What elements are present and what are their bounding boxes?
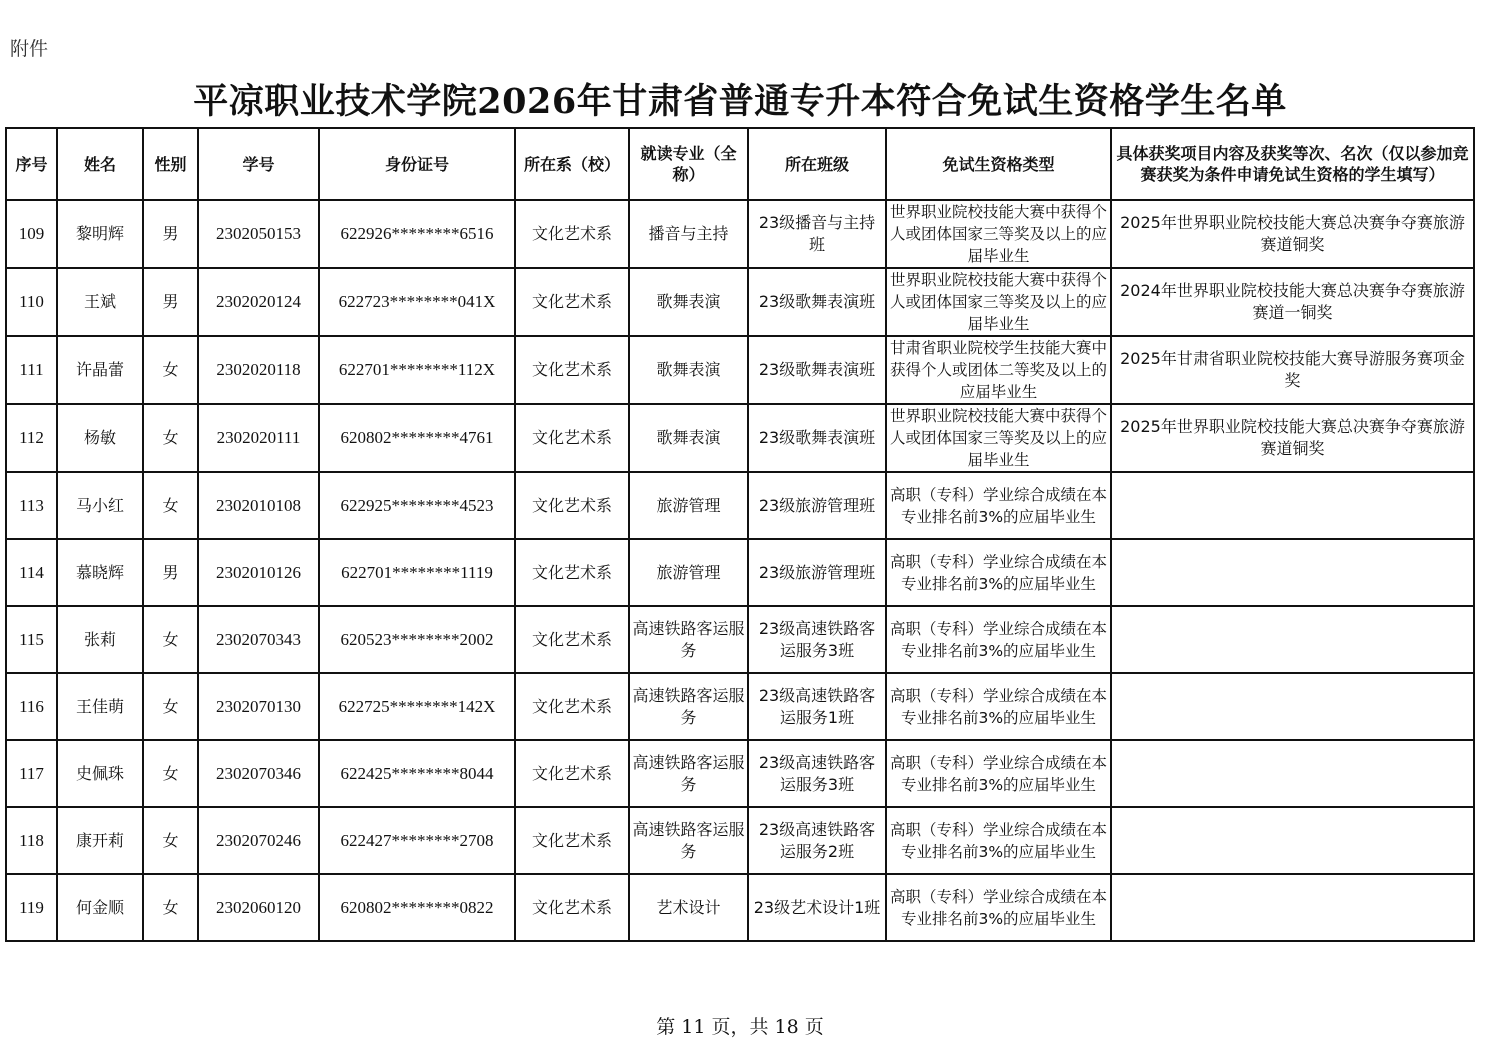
cell-col-award-details: 2024年世界职业院校技能大赛总决赛争夺赛旅游赛道一铜奖 (1111, 268, 1474, 336)
cell-col-student-id: 2302010126 (198, 539, 319, 606)
cell-col-department: 文化艺术系 (515, 606, 629, 673)
header-col-seq: 序号 (6, 128, 57, 200)
cell-col-student-id: 2302050153 (198, 200, 319, 268)
cell-col-seq: 114 (6, 539, 57, 606)
cell-col-id-number: 622701********112X (319, 336, 515, 404)
table-row (6, 807, 1474, 874)
cell-col-major: 艺术设计 (629, 874, 748, 941)
cell-col-major: 旅游管理 (629, 472, 748, 539)
cell-col-student-id: 2302070246 (198, 807, 319, 874)
cell-col-class: 23级播音与主持班 (748, 200, 886, 268)
cell-col-name: 王佳萌 (57, 673, 143, 740)
cell-col-department: 文化艺术系 (515, 807, 629, 874)
cell-col-class: 23级高速铁路客运服务2班 (748, 807, 886, 874)
cell-col-class: 23级高速铁路客运服务1班 (748, 673, 886, 740)
cell-col-qualification-type: 甘肃省职业院校学生技能大赛中获得个人或团体二等奖及以上的应届毕业生 (886, 336, 1111, 404)
cell-col-student-id: 2302020118 (198, 336, 319, 404)
cell-col-seq: 117 (6, 740, 57, 807)
cell-col-class: 23级歌舞表演班 (748, 268, 886, 336)
cell-col-department: 文化艺术系 (515, 336, 629, 404)
header-col-class: 所在班级 (748, 128, 886, 200)
cell-col-id-number: 622425********8044 (319, 740, 515, 807)
cell-col-qualification-type: 高职（专科）学业综合成绩在本专业排名前3%的应届毕业生 (886, 472, 1111, 539)
cell-col-department: 文化艺术系 (515, 268, 629, 336)
cell-col-department: 文化艺术系 (515, 673, 629, 740)
cell-col-seq: 119 (6, 874, 57, 941)
table-row (6, 874, 1474, 941)
cell-col-gender: 女 (143, 740, 198, 807)
cell-col-name: 康开莉 (57, 807, 143, 874)
header-col-student-id: 学号 (198, 128, 319, 200)
cell-col-major: 歌舞表演 (629, 268, 748, 336)
cell-col-qualification-type: 世界职业院校技能大赛中获得个人或团体国家三等奖及以上的应届毕业生 (886, 404, 1111, 472)
cell-col-id-number: 620802********0822 (319, 874, 515, 941)
cell-col-id-number: 622427********2708 (319, 807, 515, 874)
table-row (6, 200, 1474, 268)
cell-col-class: 23级歌舞表演班 (748, 404, 886, 472)
cell-col-class: 23级旅游管理班 (748, 472, 886, 539)
cell-col-major: 高速铁路客运服务 (629, 606, 748, 673)
cell-col-department: 文化艺术系 (515, 472, 629, 539)
cell-col-major: 播音与主持 (629, 200, 748, 268)
cell-col-award-details (1111, 606, 1474, 673)
student-table (5, 127, 1475, 942)
table-row (6, 740, 1474, 807)
table-row (6, 404, 1474, 472)
cell-col-name: 慕晓辉 (57, 539, 143, 606)
table-header-row (6, 128, 1474, 200)
cell-col-id-number: 622925********4523 (319, 472, 515, 539)
cell-col-major: 旅游管理 (629, 539, 748, 606)
cell-col-id-number: 622725********142X (319, 673, 515, 740)
cell-col-award-details: 2025年世界职业院校技能大赛总决赛争夺赛旅游赛道铜奖 (1111, 404, 1474, 472)
cell-col-award-details (1111, 673, 1474, 740)
cell-col-id-number: 622723********041X (319, 268, 515, 336)
cell-col-gender: 女 (143, 404, 198, 472)
page-footer: 第 11 页，共 18 页 (656, 1016, 824, 1038)
cell-col-gender: 女 (143, 606, 198, 673)
cell-col-name: 张莉 (57, 606, 143, 673)
cell-col-name: 马小红 (57, 472, 143, 539)
cell-col-gender: 女 (143, 673, 198, 740)
table-row (6, 268, 1474, 336)
cell-col-student-id: 2302070346 (198, 740, 319, 807)
cell-col-major: 歌舞表演 (629, 336, 748, 404)
cell-col-major: 高速铁路客运服务 (629, 673, 748, 740)
cell-col-gender: 女 (143, 807, 198, 874)
cell-col-gender: 女 (143, 336, 198, 404)
cell-col-name: 杨敏 (57, 404, 143, 472)
document-title: 平凉职业技术学院2026年甘肃省普通专升本符合免试生资格学生名单 (193, 81, 1287, 122)
cell-col-gender: 男 (143, 539, 198, 606)
cell-col-award-details (1111, 539, 1474, 606)
cell-col-award-details (1111, 874, 1474, 941)
cell-col-name: 何金顺 (57, 874, 143, 941)
cell-col-department: 文化艺术系 (515, 539, 629, 606)
cell-col-gender: 女 (143, 472, 198, 539)
table-row (6, 539, 1474, 606)
cell-col-department: 文化艺术系 (515, 874, 629, 941)
cell-col-class: 23级高速铁路客运服务3班 (748, 606, 886, 673)
table-row (6, 673, 1474, 740)
cell-col-seq: 111 (6, 336, 57, 404)
cell-col-seq: 112 (6, 404, 57, 472)
attachment-label: 附件 (10, 38, 49, 60)
cell-col-gender: 男 (143, 268, 198, 336)
cell-col-qualification-type: 高职（专科）学业综合成绩在本专业排名前3%的应届毕业生 (886, 740, 1111, 807)
cell-col-qualification-type: 世界职业院校技能大赛中获得个人或团体国家三等奖及以上的应届毕业生 (886, 268, 1111, 336)
cell-col-seq: 118 (6, 807, 57, 874)
cell-col-award-details: 2025年甘肃省职业院校技能大赛导游服务赛项金奖 (1111, 336, 1474, 404)
cell-col-class: 23级高速铁路客运服务3班 (748, 740, 886, 807)
cell-col-seq: 113 (6, 472, 57, 539)
cell-col-class: 23级艺术设计1班 (748, 874, 886, 941)
cell-col-id-number: 620802********4761 (319, 404, 515, 472)
cell-col-student-id: 2302010108 (198, 472, 319, 539)
cell-col-name: 王斌 (57, 268, 143, 336)
cell-col-student-id: 2302070343 (198, 606, 319, 673)
cell-col-seq: 109 (6, 200, 57, 268)
cell-col-gender: 女 (143, 874, 198, 941)
cell-col-student-id: 2302070130 (198, 673, 319, 740)
cell-col-qualification-type: 高职（专科）学业综合成绩在本专业排名前3%的应届毕业生 (886, 673, 1111, 740)
header-col-qualification-type: 免试生资格类型 (886, 128, 1111, 200)
cell-col-class: 23级旅游管理班 (748, 539, 886, 606)
cell-col-class: 23级歌舞表演班 (748, 336, 886, 404)
cell-col-id-number: 620523********2002 (319, 606, 515, 673)
cell-col-student-id: 2302060120 (198, 874, 319, 941)
cell-col-department: 文化艺术系 (515, 740, 629, 807)
cell-col-department: 文化艺术系 (515, 404, 629, 472)
cell-col-name: 史佩珠 (57, 740, 143, 807)
header-col-department: 所在系（校） (515, 128, 629, 200)
cell-col-name: 黎明辉 (57, 200, 143, 268)
cell-col-student-id: 2302020124 (198, 268, 319, 336)
cell-col-gender: 男 (143, 200, 198, 268)
cell-col-seq: 110 (6, 268, 57, 336)
cell-col-student-id: 2302020111 (198, 404, 319, 472)
cell-col-qualification-type: 高职（专科）学业综合成绩在本专业排名前3%的应届毕业生 (886, 874, 1111, 941)
cell-col-major: 高速铁路客运服务 (629, 740, 748, 807)
cell-col-seq: 115 (6, 606, 57, 673)
cell-col-department: 文化艺术系 (515, 200, 629, 268)
cell-col-major: 高速铁路客运服务 (629, 807, 748, 874)
cell-col-name: 许晶蕾 (57, 336, 143, 404)
cell-col-award-details: 2025年世界职业院校技能大赛总决赛争夺赛旅游赛道铜奖 (1111, 200, 1474, 268)
cell-col-seq: 116 (6, 673, 57, 740)
header-col-gender: 性别 (143, 128, 198, 200)
table-row (6, 472, 1474, 539)
cell-col-qualification-type: 高职（专科）学业综合成绩在本专业排名前3%的应届毕业生 (886, 807, 1111, 874)
cell-col-qualification-type: 高职（专科）学业综合成绩在本专业排名前3%的应届毕业生 (886, 606, 1111, 673)
header-col-id-number: 身份证号 (319, 128, 515, 200)
cell-col-id-number: 622926********6516 (319, 200, 515, 268)
header-col-name: 姓名 (57, 128, 143, 200)
cell-col-award-details (1111, 807, 1474, 874)
header-col-major: 就读专业（全称） (629, 128, 748, 200)
table-row (6, 336, 1474, 404)
cell-col-qualification-type: 世界职业院校技能大赛中获得个人或团体国家三等奖及以上的应届毕业生 (886, 200, 1111, 268)
cell-col-major: 歌舞表演 (629, 404, 748, 472)
cell-col-id-number: 622701********1119 (319, 539, 515, 606)
cell-col-qualification-type: 高职（专科）学业综合成绩在本专业排名前3%的应届毕业生 (886, 539, 1111, 606)
table-row (6, 606, 1474, 673)
cell-col-award-details (1111, 740, 1474, 807)
cell-col-award-details (1111, 472, 1474, 539)
header-col-award-details: 具体获奖项目内容及获奖等次、名次（仅以参加竞赛获奖为条件申请免试生资格的学生填写） (1111, 128, 1474, 200)
